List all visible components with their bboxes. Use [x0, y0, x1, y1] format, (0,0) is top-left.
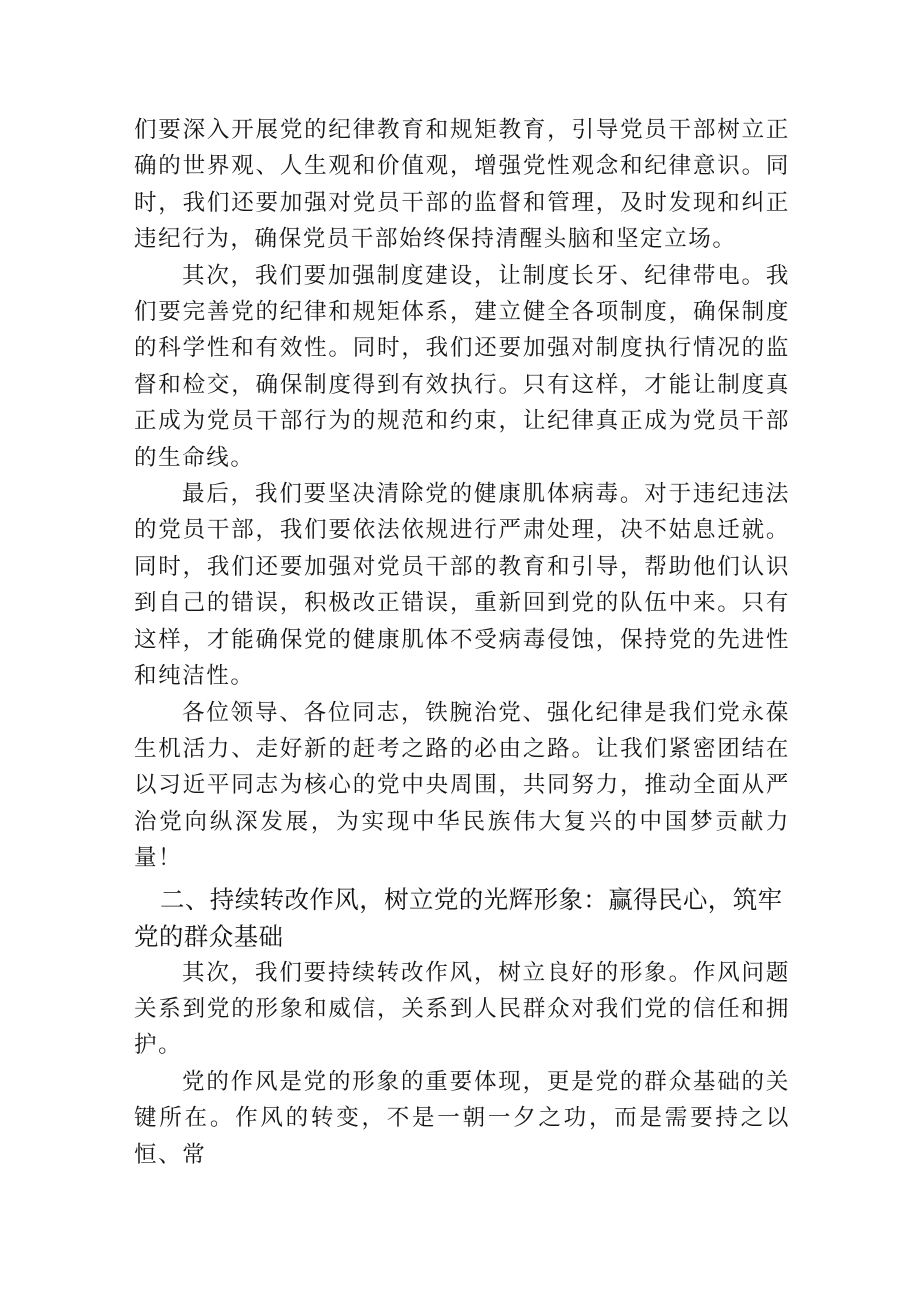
paragraph-continuation: 们要深入开展党的纪律教育和规矩教育，引导党员干部树立正确的世界观、人生观和价值观，增强党性观念和纪律意识。同时，我们还要加强对党员干部的监督和管理，及时发现和纠正违纪行为，确保党员干部始终保持清醒头脑和坚定立场。 — [134, 117, 790, 253]
document-body — [134, 112, 790, 1173]
paragraph-system-building: 其次，我们要加强制度建设，让制度长牙、纪律带电。我们要完善党的纪律和规矩体系，建立健全各项制度，确保制度的科学性和有效性。同时，我们还要加强对制度执行情况的监督和检交，确保制度得到有效执行。只有这样，才能让制度真正成为党员干部行为的规范和约束，让纪律真正成为党员干部的生命线。 — [134, 262, 790, 471]
paragraph-remove-virus: 最后，我们要坚决清除党的健康肌体病毒。对于违纪违法的党员干部，我们要依法依规进行严肃处理，决不姑息迁就。同时，我们还要加强对党员干部的教育和引导，帮助他们认识到自己的错误，积极改正错误，重新回到党的队伍中来。只有这样，才能确保党的健康肌体不受病毒侵蚀，保持党的先进性和纯洁性。 — [134, 481, 790, 690]
paragraph-closing-call: 各位领导、各位同志，铁腕治党、强化纪律是我们党永葆生机活力、走好新的赶考之路的必由之路。让我们紧密团结在以习近平同志为核心的党中央周围，共同努力，推动全面从严治党向纵深发展，为实现中华民族伟大复兴的中国梦贡献力量！ — [134, 699, 790, 872]
paragraph-style-reform: 其次，我们要持续转改作风，树立良好的形象。作风问题关系到党的形象和威信，关系到人民群众对我们党的信任和拥护。 — [134, 959, 790, 1059]
section-heading: 二、持续转改作风，树立党的光辉形象：赢得民心，筑牢党的群众基础 — [134, 884, 783, 951]
paragraph-style-importance: 党的作风是党的形象的重要体现，更是党的群众基础的关键所在。作风的转变，不是一朝一夕之功，而是需要持之以恒、常 — [134, 1068, 790, 1168]
